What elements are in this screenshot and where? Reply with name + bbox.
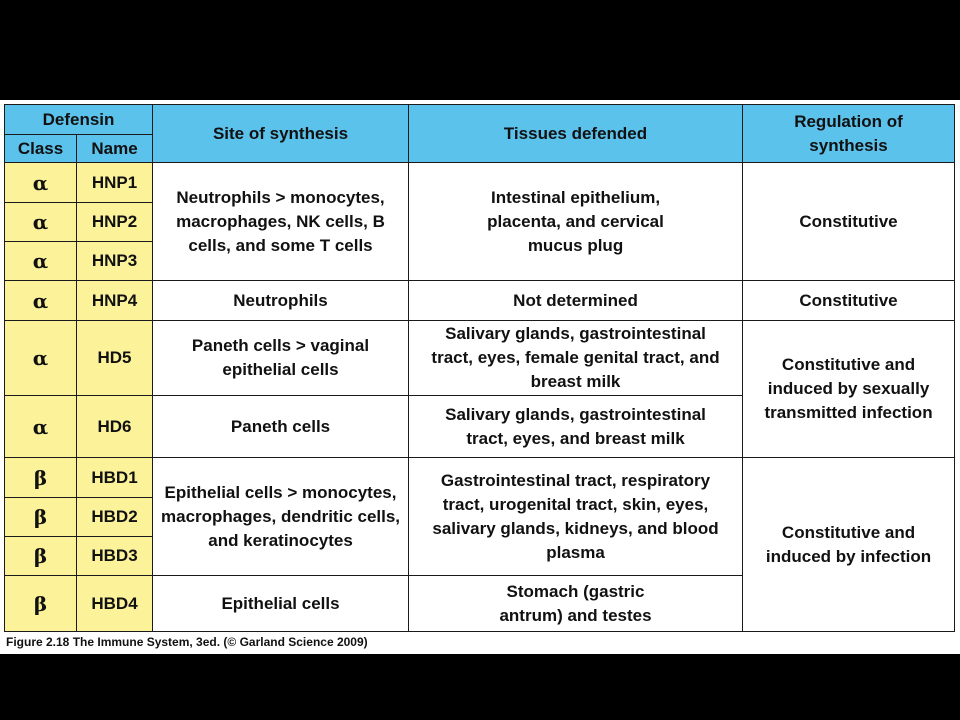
site-cell: Paneth cells (153, 396, 409, 458)
header-regulation-of-synthesis: Regulation of synthesis (743, 105, 955, 163)
site-cell: Epithelial cells > monocytes, macrophages, dendritic cells, and keratinocytes (153, 458, 409, 576)
regulation-cell: Constitutive (743, 163, 955, 281)
regulation-cell: Constitutive (743, 281, 955, 321)
site-cell: Epithelial cells (153, 576, 409, 632)
site-cell: Neutrophils (153, 281, 409, 321)
class-cell: α (5, 203, 77, 242)
class-cell: α (5, 242, 77, 281)
tissues-cell: Not determined (409, 281, 743, 321)
site-cell: Paneth cells > vaginal epithelial cells (153, 321, 409, 396)
header-class: Class (5, 135, 77, 163)
header-defensin: Defensin (5, 105, 153, 135)
defensin-name-cell: HBD4 (77, 576, 153, 632)
header-tissues-defended: Tissues defended (409, 105, 743, 163)
class-cell: α (5, 396, 77, 458)
class-cell: β (5, 458, 77, 498)
class-cell: α (5, 321, 77, 396)
slide (0, 100, 960, 654)
tissues-cell: Salivary glands, gastrointestinal tract, eyes, and breast milk (409, 396, 743, 458)
defensin-name-cell: HD5 (77, 321, 153, 396)
site-cell: Neutrophils > monocytes, macrophages, NK cells, B cells, and some T cells (153, 163, 409, 281)
tissues-cell: Stomach (gastric antrum) and testes (409, 576, 743, 632)
regulation-cell: Constitutive and induced by sexually transmitted infection (743, 321, 955, 458)
defensin-name-cell: HNP1 (77, 163, 153, 203)
regulation-cell: Constitutive and induced by infection (743, 458, 955, 632)
defensin-table (4, 104, 955, 632)
defensin-name-cell: HNP2 (77, 203, 153, 242)
class-cell: β (5, 498, 77, 537)
figure-caption: Figure 2.18 The Immune System, 3ed. (© Garland Science 2009) (6, 635, 368, 649)
defensin-name-cell: HBD1 (77, 458, 153, 498)
defensin-name-cell: HBD3 (77, 537, 153, 576)
class-cell: α (5, 281, 77, 321)
tissues-cell: Gastrointestinal tract, respiratory tract, urogenital tract, skin, eyes, salivary glands, kidneys, and blood plasma (409, 458, 743, 576)
tissues-cell: Salivary glands, gastrointestinal tract, eyes, female genital tract, and breast milk (409, 321, 743, 396)
header-site-of-synthesis: Site of synthesis (153, 105, 409, 163)
defensin-name-cell: HBD2 (77, 498, 153, 537)
class-cell: β (5, 576, 77, 632)
header-name: Name (77, 135, 153, 163)
defensin-name-cell: HNP3 (77, 242, 153, 281)
defensin-name-cell: HD6 (77, 396, 153, 458)
tissues-cell: Intestinal epithelium, placenta, and cervical mucus plug (409, 163, 743, 281)
class-cell: α (5, 163, 77, 203)
defensin-name-cell: HNP4 (77, 281, 153, 321)
class-cell: β (5, 537, 77, 576)
